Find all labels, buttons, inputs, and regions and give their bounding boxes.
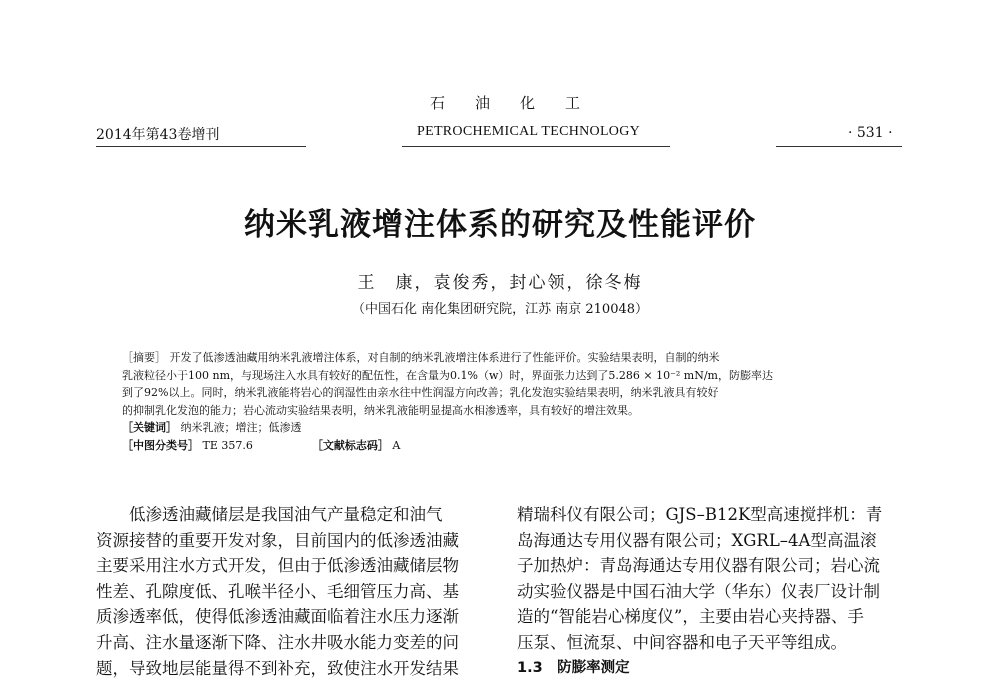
header-rule-center bbox=[402, 146, 670, 147]
article-title: 纳米乳液增注体系的研究及性能评价 bbox=[244, 207, 756, 243]
issue-info: 2014年第43卷增刊 bbox=[96, 127, 220, 143]
body-line: 低渗透油藏储层是我国油气产量稳定和油气 bbox=[96, 505, 443, 524]
clc-code: TE 357.6 bbox=[202, 438, 253, 452]
body-line: 岛海通达专用仪器有限公司；XGRL–4A型高温滚 bbox=[517, 530, 877, 550]
body-line: 质渗透率低，使得低渗透油藏面临着注水压力逐渐 bbox=[96, 607, 459, 627]
journal-name-cn: 石油化工 bbox=[430, 94, 611, 112]
body-line: 资源接替的重要开发对象，目前国内的低渗透油藏 bbox=[96, 530, 459, 550]
header-rule-left bbox=[96, 146, 306, 147]
body-line: 压泵、恒流泵、中间容器和电子天平等组成。 bbox=[517, 632, 847, 652]
section-heading: 1.3 防膨率测定 bbox=[517, 659, 630, 676]
body-line: 精瑞科仪有限公司；GJS–B12K型高速搅拌机：青 bbox=[517, 505, 883, 524]
abstract-line: 的抑制乳化发泡的能力；岩心流动实验结果表明，纳米乳液能明显提高水相渗透率，具有较好的增注效果。 bbox=[122, 403, 639, 417]
journal-name-en: PETROCHEMICAL TECHNOLOGY bbox=[417, 124, 641, 139]
abstract bbox=[122, 349, 874, 454]
body-column-left bbox=[96, 502, 486, 681]
header-rule-right bbox=[776, 146, 902, 147]
doc-code-label: ［文献标志码］ bbox=[311, 438, 389, 452]
doc-code: A bbox=[392, 438, 401, 452]
body-line: 性差、孔隙度低、孔喉半径小、毛细管压力高、基 bbox=[96, 581, 459, 601]
body-line: 造的“智能岩心梯度仪”，主要由岩心夹持器、手 bbox=[517, 607, 864, 627]
page-number: · 531 · bbox=[848, 125, 893, 141]
body-column-right bbox=[517, 502, 907, 681]
body-line: 动实验仪器是中国石油大学（华东）仪表厂设计制 bbox=[517, 581, 880, 601]
body-line: 主要采用注水方式开发，但由于低渗透油藏储层物 bbox=[96, 556, 459, 576]
authors: 王 康，袁俊秀，封心领，徐冬梅 bbox=[357, 273, 643, 293]
body-line: 题，导致地层能量得不到补充，致使注水开发结果 bbox=[96, 658, 459, 678]
affiliation: （中国石化 南化集团研究院，江苏 南京 210048） bbox=[351, 302, 649, 317]
clc-label: ［中图分类号］ bbox=[122, 438, 199, 452]
keywords: 纳米乳液；增注；低渗透 bbox=[180, 421, 302, 434]
keywords-label: ［关键词］ bbox=[122, 421, 177, 434]
keywords-line bbox=[122, 419, 874, 437]
abstract-line: 乳液粒径小于100 nm，与现场注入水具有较好的配伍性，在含量为0.1%（w）时，界面张力达到了5.286 × 10⁻² mN/m，防膨率达 bbox=[122, 368, 773, 382]
abstract-line: 到了92%以上。同时，纳米乳液能将岩心的润湿性由亲水往中性润湿方向改善；乳化发泡实验结果表明，纳米乳液具有较好 bbox=[122, 386, 719, 399]
body-line: 子加热炉：青岛海通达专用仪器有限公司；岩心流 bbox=[517, 556, 880, 576]
abstract-line: ［摘要］ 开发了低渗透油藏用纳米乳液增注体系，对自制的纳米乳液增注体系进行了性能评价。实验结果表明，自制的纳米 bbox=[122, 351, 720, 364]
classification-line bbox=[122, 437, 874, 455]
body-line: 升高、注水量逐渐下降、注水井吸水能力变差的问 bbox=[96, 632, 459, 652]
